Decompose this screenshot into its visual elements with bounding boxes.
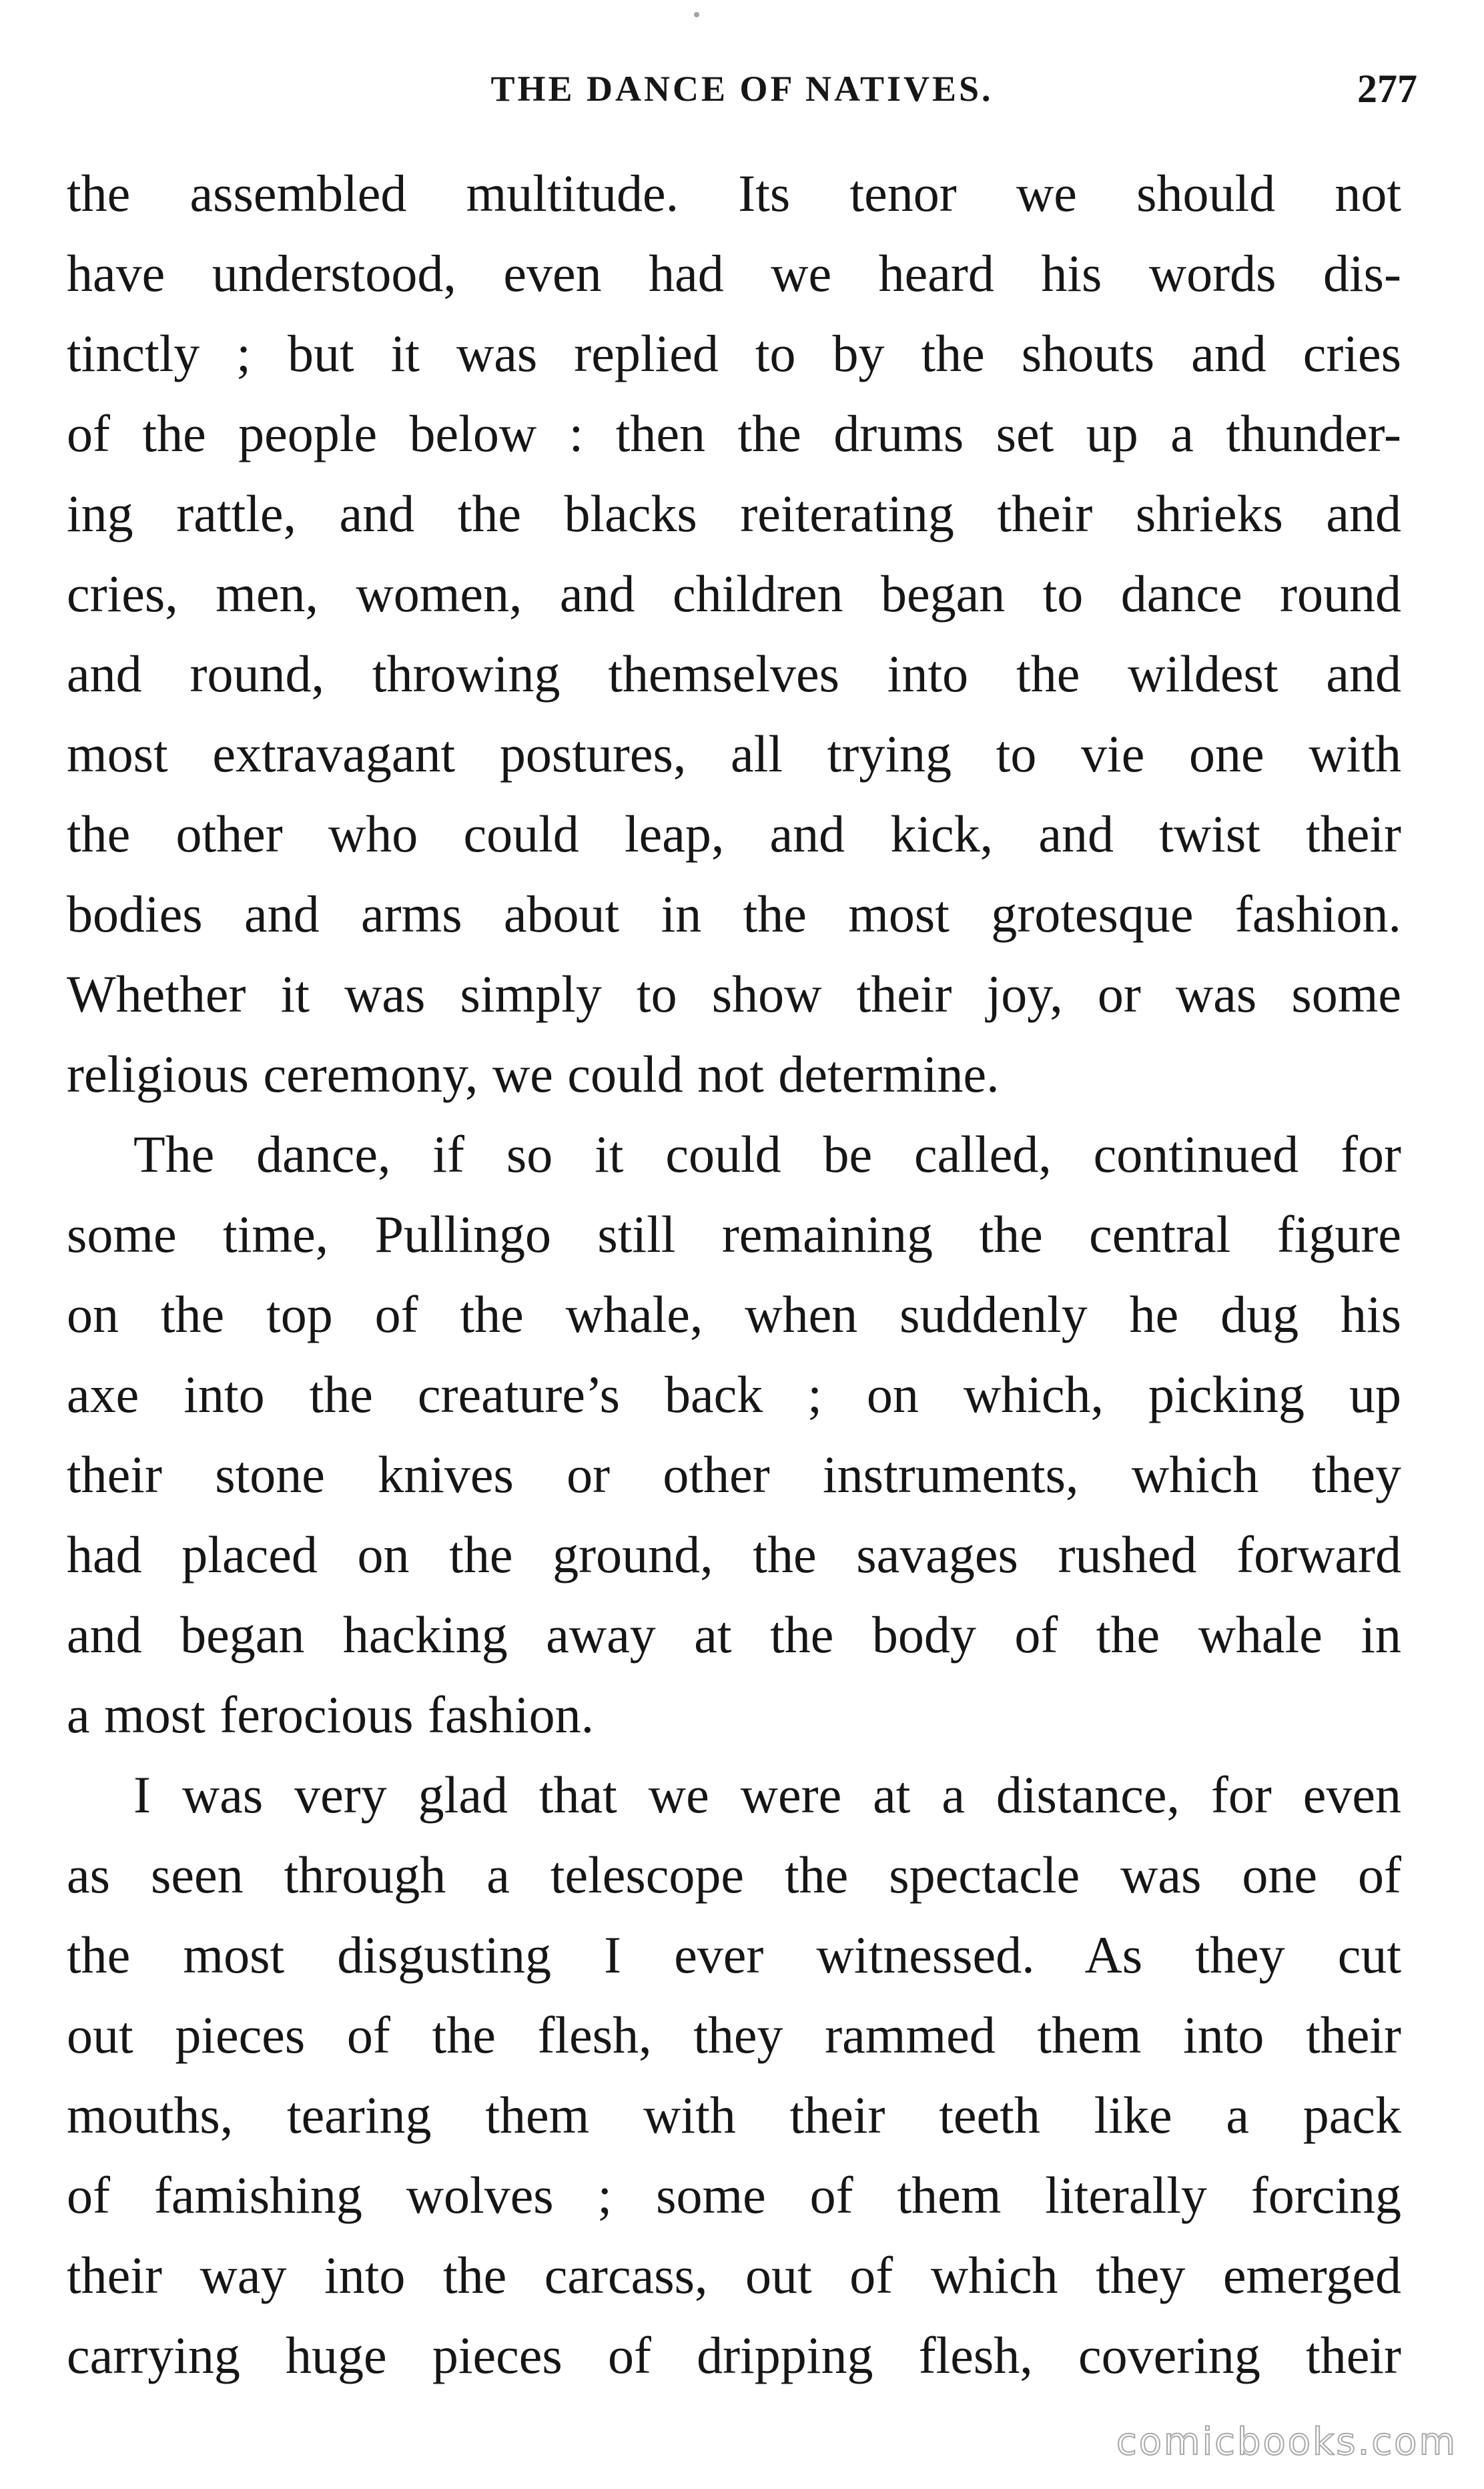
- text-line: cries, men, women, and children began to dance round: [67, 565, 1401, 623]
- text-line: bodies and arms about in the most grotesque fashion.: [67, 885, 1401, 943]
- text-line: and began hacking away at the body of the whale in: [67, 1606, 1401, 1664]
- text-line: carrying huge pieces of dripping flesh, covering their: [67, 2326, 1401, 2384]
- text-line: as seen through a telescope the spectacle was one of: [67, 1846, 1401, 1904]
- text-line: Whether it was simply to show their joy, or was some: [67, 965, 1401, 1023]
- text-line: most extravagant postures, all trying to vie one with: [67, 725, 1401, 783]
- text-line: the assembled multitude. Its tenor we should not: [67, 164, 1401, 222]
- body-text: [67, 153, 1401, 2396]
- text-line: ing rattle, and the blacks reiterating their shrieks and: [67, 484, 1401, 543]
- text-line: had placed on the ground, the savages rushed forward: [67, 1525, 1401, 1583]
- text-line: and round, throwing themselves into the wildest and: [67, 645, 1401, 703]
- text-line: I was very glad that we were at a distance, for even: [133, 1766, 1401, 1824]
- text-line: on the top of the whale, when suddenly he dug his: [67, 1285, 1401, 1343]
- running-header: [67, 59, 1417, 119]
- text-line: tinctly ; but it was replied to by the shouts and cries: [67, 324, 1401, 382]
- text-line: of famishing wolves ; some of them literally forcing: [67, 2166, 1401, 2224]
- text-line: the other who could leap, and kick, and twist their: [67, 805, 1401, 863]
- text-line: have understood, even had we heard his words dis-: [67, 244, 1401, 302]
- paragraph-1: [67, 153, 1401, 1114]
- paragraph-3: [67, 1755, 1401, 2396]
- text-line: of the people below : then the drums set up a thunder-: [67, 404, 1401, 462]
- text-line: mouths, tearing them with their teeth like a pack: [67, 2086, 1401, 2144]
- text-line: their way into the carcass, out of which they emerged: [67, 2246, 1401, 2304]
- text-line: the most disgusting I ever witnessed. As they cut: [67, 1926, 1401, 1984]
- text-line: some time, Pullingo still remaining the central figure: [67, 1205, 1401, 1263]
- print-speck: [694, 12, 699, 17]
- text-line: religious ceremony, we could not determine.: [67, 1045, 1000, 1103]
- text-line: a most ferocious fashion.: [67, 1686, 595, 1744]
- text-line: axe into the creature’s back ; on which, picking up: [67, 1365, 1401, 1423]
- watermark: comicbooks.com: [1116, 2420, 1457, 2464]
- text-line: out pieces of the flesh, they rammed them into their: [67, 2006, 1401, 2064]
- paragraph-2: [67, 1114, 1401, 1755]
- text-line: The dance, if so it could be called, continued for: [133, 1125, 1401, 1183]
- page-number: 277: [1357, 67, 1417, 111]
- running-title: THE DANCE OF NATIVES.: [490, 69, 994, 109]
- text-line: their stone knives or other instruments, which they: [67, 1445, 1401, 1503]
